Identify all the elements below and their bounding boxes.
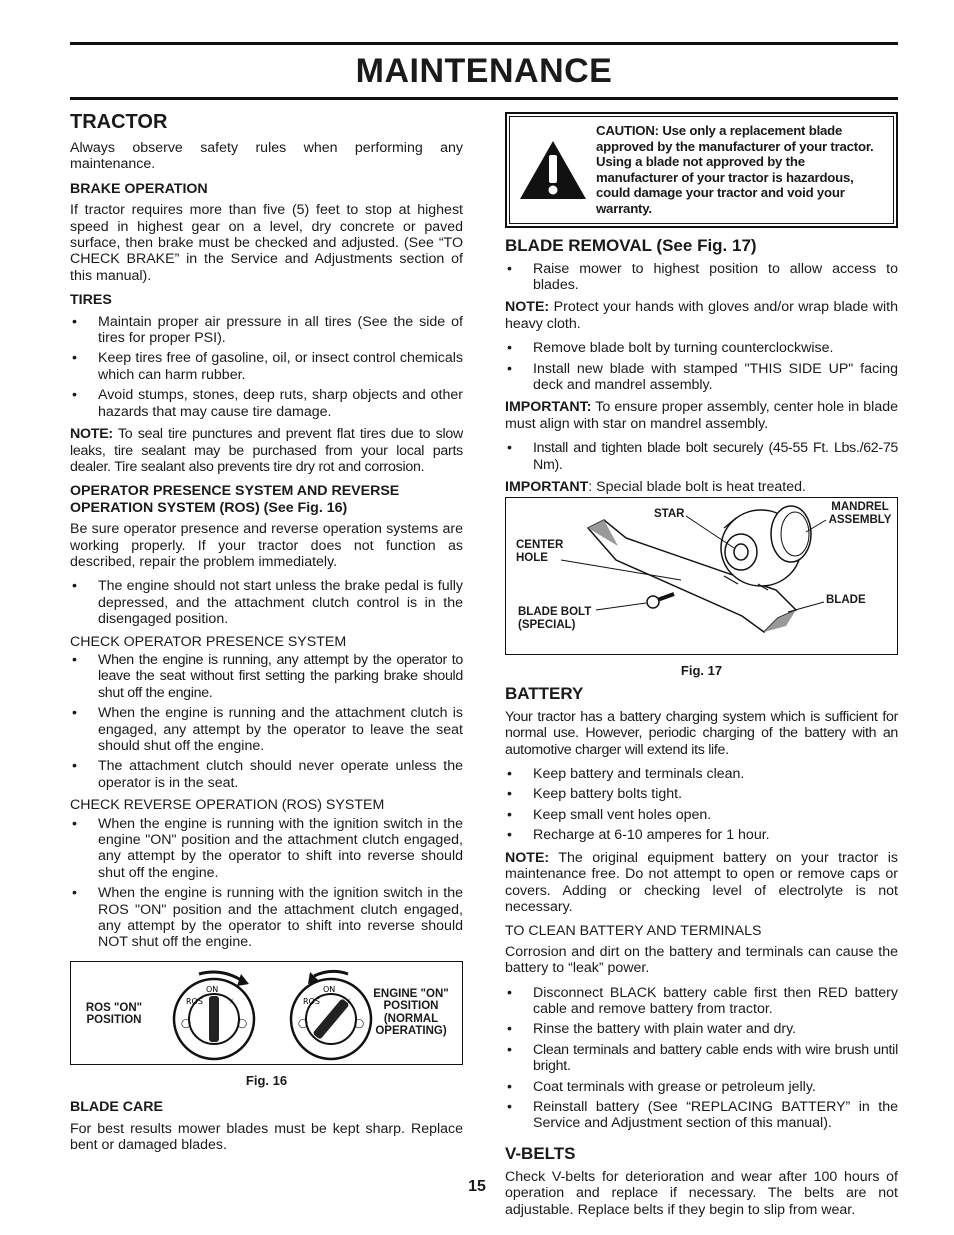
list-item: • Keep tires free of gasoline, oil, or insect control chemicals which can harm rubber. [70,350,463,383]
tires-note [70,426,463,475]
ops-list [70,578,463,627]
ignition-switch-ros-icon [159,964,269,1064]
list-item: • Reinstall battery (See “REPLACING BATTERY” in the Service and Adjustment section of this manual). [505,1099,898,1132]
blade-removal-list-3 [505,440,898,473]
intro-text: Always observe safety rules when performing any maintenance. [70,140,463,173]
svg-text:ROS: ROS [303,996,320,1006]
blade-removal-list-2 [505,340,898,393]
list-item: • Coat terminals with grease or petroleum jelly. [505,1079,898,1095]
ops-text: Be sure operator presence and reverse operation systems are working properly. If your tractor does not function as described, repair the problem immediately. [70,521,463,570]
blade-removal-note [505,299,898,332]
fig16-label-ros: ROS "ON" POSITION [85,1001,143,1027]
fig17-label-star: STAR [654,508,685,521]
clean-battery-list [505,985,898,1132]
list-item: • Install and tighten blade bolt securely (45-55 Ft. Lbs./62-75 Nm). [505,440,898,473]
caution-box [505,112,898,228]
tractor-heading: TRACTOR [70,111,168,133]
battery-heading: BATTERY [505,683,584,703]
blade-care-heading: BLADE CARE [70,1099,164,1116]
tires-list [70,314,463,420]
top-rule [70,42,898,45]
svg-text:◯: ◯ [237,1018,248,1029]
fig16-caption: Fig. 16 [245,1072,288,1088]
list-item: • Keep battery and terminals clean. [505,766,898,782]
fig17-label-blade: BLADE [826,594,866,607]
blade-removal-list-1 [505,261,898,294]
page-title: MAINTENANCE [355,52,613,90]
list-item: • When the engine is running with the ignition switch in the ROS "ON" position and the attachment clutch engaged, any attempt by the operator to shift into reverse should NOT shut off the engine. [70,885,463,951]
list-item: • Avoid stumps, stones, deep ruts, sharp objects and other hazards that may cause tire damage. [70,387,463,420]
left-column [70,110,463,1162]
list-item: • Raise mower to highest position to allow access to blades. [505,261,898,294]
clean-battery-heading: TO CLEAN BATTERY AND TERMINALS [505,923,762,940]
svg-text:◯: ◯ [354,1018,365,1029]
blade-care-text: For best results mower blades must be kept sharp. Replace bent or damaged blades. [70,1120,463,1154]
svg-text:⚡: ⚡ [346,996,352,1006]
page-number: 15 [468,1178,486,1195]
svg-text:ROS: ROS [186,996,203,1006]
list-item: • When the engine is running and the attachment clutch is engaged, any attempt by the operator to leave the seat should shut off the engine. [70,705,463,754]
battery-text: Your tractor has a battery charging system which is sufficient for normal use. However, periodic charging of the battery with an automotive charger will extend its life. [505,708,898,758]
note-text: Protect your hands with gloves and/or wrap blade with heavy cloth. [505,299,898,332]
list-item: • Remove blade bolt by turning counterclockwise. [505,340,898,356]
fig17-label-mandrel: MANDREL ASSEMBLY [828,501,892,526]
note-label: NOTE: [505,299,550,316]
list-item: • Clean terminals and battery cable ends with wire brush until bright. [505,1042,898,1075]
battery-list [505,766,898,844]
list-item: • When the engine is running with the ignition switch in the engine "ON" position and the attachment clutch engaged, any attempt by the operator to shift into reverse should shut off the engine. [70,816,463,882]
fig17-caption: Fig. 17 [680,663,723,679]
caution-text: CAUTION: Use only a replacement blade approved by the manufacturer of your tractor. Using a blade not approved by the manufacturer of your tractor is hazardous, could damage your tractor and void your warranty. [596,123,874,216]
svg-text:ON: ON [323,984,336,994]
check-ros-heading: CHECK REVERSE OPERATION (ROS) SYSTEM [70,797,385,814]
important-text: To ensure proper assembly, center hole in blade must align with star on mandrel assembly. [505,399,898,432]
list-item: • When the engine is running, any attempt by the operator to leave the seat without first setting the parking brake should shut off the engine. [70,652,463,701]
note-text: To seal tire punctures and prevent flat tires due to slow leaks, tire sealant may be purchased from your local parts dealer. Tire sealant also prevents tire dry rot and corrosion. [70,426,463,475]
list-item: • Keep battery bolts tight. [505,786,898,802]
list-item: • Install new blade with stamped "THIS SIDE UP" facing deck and mandrel assembly. [505,361,898,394]
note-label: NOTE: [505,849,550,866]
svg-text:◯: ◯ [181,1018,192,1029]
right-column [505,112,898,1226]
list-item: • Recharge at 6-10 amperes for 1 hour. [505,827,898,843]
vbelts-text: Check V-belts for deterioration and wear after 100 hours of operation and replace if necessary. The belts are not adjustable. Replace belts if they begin to slip from wear. [505,1168,898,1218]
fig17-label-center-hole: CENTER HOLE [516,539,564,564]
tires-heading: TIRES [70,292,112,309]
list-item: • The attachment clutch should never operate unless the operator is in the seat. [70,758,463,791]
title-underline [70,97,898,100]
svg-text:◯: ◯ [298,1018,309,1029]
brake-heading: BRAKE OPERATION [70,180,208,197]
ops-heading: OPERATOR PRESENCE SYSTEM AND REVERSE OPERATION SYSTEM (ROS) (See Fig. 16) [70,483,400,516]
check-ops-heading: CHECK OPERATOR PRESENCE SYSTEM [70,633,347,650]
fig16-label-engine: ENGINE "ON" POSITION (NORMAL OPERATING) [373,987,449,1038]
svg-text:ON: ON [206,984,219,994]
brake-text: If tractor requires more than five (5) feet to stop at highest speed in highest gear on a level, dry concrete or paved surface, then brake must be checked and adjusted. (See “TO CHECK BRAKE” in the Service and Adjustments section of this manual). [70,202,463,284]
note-label: NOTE: [70,426,113,443]
check-ros-list [70,816,463,951]
important-label: IMPORTANT: [505,399,592,416]
blade-removal-important [505,399,898,432]
battery-note [505,850,898,916]
vbelts-heading: V-BELTS [505,1143,576,1163]
list-item: • Rinse the battery with plain water and dry. [505,1021,898,1037]
important-label: IMPORTANT [505,479,589,496]
blade-removal-important-2 [505,479,898,495]
list-item: • Maintain proper air pressure in all tires (See the side of tires for proper PSI). [70,314,463,347]
list-item: • The engine should not start unless the brake pedal is fully depressed, and the attachment clutch control is in the disengaged position. [70,578,463,627]
clean-battery-text: Corrosion and dirt on the battery and terminals can cause the battery to “leak” power. [505,943,898,977]
note-text: The original equipment battery on your tractor is maintenance free. Do not attempt to open or remove caps or covers. Adding or checking level of electrolyte is not necessary. [505,849,898,915]
check-ops-list [70,652,463,791]
list-item: • Disconnect BLACK battery cable first then RED battery cable and remove battery from tractor. [505,985,898,1018]
svg-text:⚡: ⚡ [229,996,235,1006]
fig17-box [505,497,898,655]
fig16-box [70,961,463,1065]
important-text: : Special blade bolt is heat treated. [588,479,806,496]
blade-removal-heading: BLADE REMOVAL (See Fig. 17) [505,235,757,255]
fig17-label-blade-bolt: BLADE BOLT (SPECIAL) [518,606,592,631]
warning-icon [518,139,588,201]
list-item: • Keep small vent holes open. [505,807,898,823]
